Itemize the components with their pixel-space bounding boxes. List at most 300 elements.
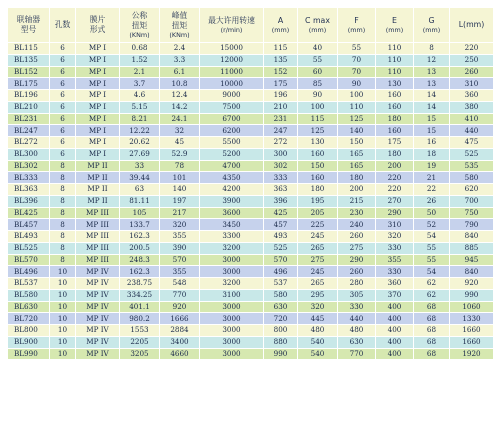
cell-f: 70 (338, 54, 376, 66)
cell-g: 68 (414, 336, 450, 348)
cell-model: BL152 (8, 66, 50, 78)
header-e (376, 8, 414, 43)
header-a-label: A (277, 15, 284, 25)
spec-table-container (7, 7, 493, 360)
cell-peak-torque: 10.8 (160, 78, 200, 90)
cell-f: 55 (338, 43, 376, 55)
cell-model: BL570 (8, 254, 50, 266)
cell-nominal-torque: 980.2 (120, 313, 160, 325)
table-row (8, 254, 494, 266)
cell-l: 360 (450, 90, 494, 102)
cell-cmax: 150 (298, 160, 338, 172)
header-g-unit: (mm) (422, 25, 441, 34)
cell-diaphragm: MP IV (76, 336, 120, 348)
cell-nominal-torque: 162.3 (120, 266, 160, 278)
table-row (8, 184, 494, 196)
cell-holes: 6 (50, 113, 76, 125)
cell-model: BL231 (8, 113, 50, 125)
cell-model: BL396 (8, 195, 50, 207)
cell-nominal-torque: 334.25 (120, 289, 160, 301)
table-row (8, 348, 494, 360)
cell-e: 180 (376, 148, 414, 160)
cell-nominal-torque: 200.5 (120, 242, 160, 254)
cell-e: 400 (376, 336, 414, 348)
cell-a: 496 (264, 266, 298, 278)
cell-peak-torque: 2.4 (160, 43, 200, 55)
cell-e: 320 (376, 231, 414, 243)
cell-l: 475 (450, 137, 494, 149)
table-row (8, 101, 494, 113)
cell-a: 152 (264, 66, 298, 78)
cell-max-speed: 7500 (200, 101, 264, 113)
cell-holes: 8 (50, 254, 76, 266)
cell-max-speed: 3900 (200, 195, 264, 207)
cell-a: 272 (264, 137, 298, 149)
cell-g: 15 (414, 125, 450, 137)
cell-peak-torque: 45 (160, 137, 200, 149)
cell-holes: 10 (50, 301, 76, 313)
cell-g: 26 (414, 195, 450, 207)
cell-max-speed: 3000 (200, 325, 264, 337)
cell-cmax: 160 (298, 172, 338, 184)
cell-diaphragm: MP I (76, 137, 120, 149)
table-row (8, 148, 494, 160)
cell-e: 110 (376, 54, 414, 66)
table-row (8, 90, 494, 102)
cell-diaphragm: MP III (76, 254, 120, 266)
cell-cmax: 160 (298, 148, 338, 160)
cell-nominal-torque: 0.68 (120, 43, 160, 55)
header-max-speed-label: 最大许用转速 (208, 15, 255, 25)
table-body (8, 43, 494, 360)
cell-l: 945 (450, 254, 494, 266)
cell-f: 230 (338, 207, 376, 219)
cell-l: 260 (450, 66, 494, 78)
cell-g: 8 (414, 43, 450, 55)
cell-holes: 8 (50, 172, 76, 184)
cell-max-speed: 6200 (200, 125, 264, 137)
cell-nominal-torque: 39.44 (120, 172, 160, 184)
cell-holes: 6 (50, 66, 76, 78)
cell-l: 885 (450, 242, 494, 254)
cell-max-speed: 6700 (200, 113, 264, 125)
header-nominal-torque-line2: 扭矩 (131, 20, 148, 30)
cell-l: 920 (450, 278, 494, 290)
cell-holes: 8 (50, 219, 76, 231)
cell-peak-torque: 4660 (160, 348, 200, 360)
cell-peak-torque: 2884 (160, 325, 200, 337)
header-row (8, 8, 494, 43)
header-l: L(mm) (450, 8, 494, 43)
table-row (8, 195, 494, 207)
cell-peak-torque: 14.2 (160, 101, 200, 113)
cell-a: 247 (264, 125, 298, 137)
cell-g: 18 (414, 148, 450, 160)
cell-a: 333 (264, 172, 298, 184)
cell-nominal-torque: 5.15 (120, 101, 160, 113)
header-model-line2: 型号 (20, 25, 37, 34)
cell-f: 280 (338, 278, 376, 290)
cell-model: BL630 (8, 301, 50, 313)
cell-cmax: 245 (298, 266, 338, 278)
cell-holes: 10 (50, 289, 76, 301)
cell-g: 54 (414, 266, 450, 278)
cell-e: 355 (376, 254, 414, 266)
cell-max-speed: 3000 (200, 254, 264, 266)
cell-g: 55 (414, 242, 450, 254)
cell-model: BL333 (8, 172, 50, 184)
cell-g: 12 (414, 54, 450, 66)
cell-holes: 8 (50, 160, 76, 172)
header-f-unit: (mm) (347, 25, 366, 34)
cell-peak-torque: 12.4 (160, 90, 200, 102)
cell-l: 620 (450, 184, 494, 196)
cell-e: 400 (376, 325, 414, 337)
cell-model: BL800 (8, 325, 50, 337)
cell-max-speed: 5500 (200, 137, 264, 149)
cell-a: 580 (264, 289, 298, 301)
cell-f: 100 (338, 90, 376, 102)
cell-nominal-torque: 133.7 (120, 219, 160, 231)
cell-max-speed: 4700 (200, 160, 264, 172)
cell-diaphragm: MP I (76, 66, 120, 78)
cell-peak-torque: 548 (160, 278, 200, 290)
cell-diaphragm: MP I (76, 113, 120, 125)
cell-max-speed: 12000 (200, 54, 264, 66)
cell-e: 220 (376, 184, 414, 196)
cell-cmax: 130 (298, 137, 338, 149)
header-f-label: F (354, 15, 359, 25)
cell-e: 400 (376, 348, 414, 360)
cell-cmax: 540 (298, 336, 338, 348)
cell-peak-torque: 390 (160, 242, 200, 254)
cell-f: 770 (338, 348, 376, 360)
cell-e: 175 (376, 137, 414, 149)
cell-a: 457 (264, 219, 298, 231)
cell-peak-torque: 6.1 (160, 66, 200, 78)
cell-model: BL363 (8, 184, 50, 196)
cell-a: 880 (264, 336, 298, 348)
cell-model: BL272 (8, 137, 50, 149)
cell-f: 330 (338, 301, 376, 313)
header-model (8, 8, 50, 43)
cell-g: 68 (414, 325, 450, 337)
cell-cmax: 180 (298, 184, 338, 196)
header-diaphragm-line2: 形式 (89, 25, 106, 34)
cell-model: BL135 (8, 54, 50, 66)
cell-max-speed: 3300 (200, 231, 264, 243)
cell-e: 360 (376, 278, 414, 290)
cell-cmax: 40 (298, 43, 338, 55)
table-row (8, 278, 494, 290)
cell-holes: 10 (50, 266, 76, 278)
header-f (338, 8, 376, 43)
cell-l: 1920 (450, 348, 494, 360)
cell-holes: 10 (50, 348, 76, 360)
header-cmax (298, 8, 338, 43)
cell-diaphragm: MP II (76, 172, 120, 184)
cell-diaphragm: MP I (76, 43, 120, 55)
cell-f: 305 (338, 289, 376, 301)
cell-holes: 6 (50, 125, 76, 137)
cell-l: 220 (450, 43, 494, 55)
cell-nominal-torque: 1.52 (120, 54, 160, 66)
cell-max-speed: 3200 (200, 242, 264, 254)
cell-cmax: 85 (298, 78, 338, 90)
cell-max-speed: 3000 (200, 348, 264, 360)
cell-peak-torque: 570 (160, 254, 200, 266)
cell-holes: 10 (50, 336, 76, 348)
cell-model: BL300 (8, 148, 50, 160)
cell-holes: 8 (50, 195, 76, 207)
cell-cmax: 55 (298, 54, 338, 66)
cell-nominal-torque: 248.3 (120, 254, 160, 266)
cell-e: 370 (376, 289, 414, 301)
cell-l: 525 (450, 148, 494, 160)
cell-f: 290 (338, 254, 376, 266)
cell-f: 215 (338, 195, 376, 207)
cell-peak-torque: 140 (160, 184, 200, 196)
cell-holes: 6 (50, 54, 76, 66)
cell-g: 62 (414, 278, 450, 290)
cell-cmax: 100 (298, 101, 338, 113)
cell-f: 165 (338, 148, 376, 160)
cell-peak-torque: 3.3 (160, 54, 200, 66)
cell-diaphragm: MP IV (76, 266, 120, 278)
cell-f: 275 (338, 242, 376, 254)
cell-holes: 10 (50, 313, 76, 325)
cell-nominal-torque: 63 (120, 184, 160, 196)
cell-e: 270 (376, 195, 414, 207)
cell-f: 440 (338, 313, 376, 325)
cell-cmax: 275 (298, 254, 338, 266)
cell-holes: 10 (50, 325, 76, 337)
cell-e: 290 (376, 207, 414, 219)
cell-peak-torque: 217 (160, 207, 200, 219)
header-diaphragm (76, 8, 120, 43)
cell-max-speed: 4350 (200, 172, 264, 184)
cell-g: 68 (414, 348, 450, 360)
cell-g: 13 (414, 66, 450, 78)
cell-a: 493 (264, 231, 298, 243)
cell-cmax: 205 (298, 207, 338, 219)
header-max-speed (200, 8, 264, 43)
cell-model: BL900 (8, 336, 50, 348)
cell-g: 19 (414, 160, 450, 172)
header-cmax-unit: (mm) (308, 25, 327, 34)
cell-max-speed: 10000 (200, 78, 264, 90)
cell-diaphragm: MP IV (76, 289, 120, 301)
cell-l: 250 (450, 54, 494, 66)
cell-peak-torque: 52.9 (160, 148, 200, 160)
cell-diaphragm: MP III (76, 242, 120, 254)
cell-a: 525 (264, 242, 298, 254)
cell-diaphragm: MP II (76, 184, 120, 196)
table-row (8, 54, 494, 66)
cell-a: 363 (264, 184, 298, 196)
cell-g: 16 (414, 137, 450, 149)
header-model-line1: 联轴器 (16, 15, 41, 24)
cell-a: 210 (264, 101, 298, 113)
header-g-label: G (428, 15, 435, 25)
cell-max-speed: 3200 (200, 278, 264, 290)
cell-peak-torque: 24.1 (160, 113, 200, 125)
cell-nominal-torque: 105 (120, 207, 160, 219)
cell-l: 1660 (450, 325, 494, 337)
cell-cmax: 265 (298, 242, 338, 254)
cell-l: 1330 (450, 313, 494, 325)
cell-a: 302 (264, 160, 298, 172)
cell-holes: 6 (50, 148, 76, 160)
cell-e: 160 (376, 90, 414, 102)
cell-nominal-torque: 81.11 (120, 195, 160, 207)
cell-l: 990 (450, 289, 494, 301)
cell-max-speed: 15000 (200, 43, 264, 55)
cell-peak-torque: 32 (160, 125, 200, 137)
cell-g: 50 (414, 207, 450, 219)
cell-cmax: 90 (298, 90, 338, 102)
cell-l: 440 (450, 125, 494, 137)
cell-f: 240 (338, 219, 376, 231)
cell-cmax: 245 (298, 231, 338, 243)
header-nominal-torque (120, 8, 160, 43)
cell-diaphragm: MP I (76, 78, 120, 90)
cell-diaphragm: MP III (76, 207, 120, 219)
cell-g: 21 (414, 172, 450, 184)
cell-f: 70 (338, 66, 376, 78)
cell-nominal-torque: 2.1 (120, 66, 160, 78)
cell-peak-torque: 78 (160, 160, 200, 172)
cell-e: 180 (376, 113, 414, 125)
cell-peak-torque: 355 (160, 266, 200, 278)
header-g (414, 8, 450, 43)
cell-peak-torque: 920 (160, 301, 200, 313)
cell-max-speed: 3000 (200, 313, 264, 325)
cell-model: BL247 (8, 125, 50, 137)
cell-f: 200 (338, 184, 376, 196)
cell-f: 630 (338, 336, 376, 348)
cell-nominal-torque: 3205 (120, 348, 160, 360)
cell-diaphragm: MP IV (76, 325, 120, 337)
cell-l: 840 (450, 231, 494, 243)
cell-a: 231 (264, 113, 298, 125)
cell-cmax: 115 (298, 113, 338, 125)
cell-a: 115 (264, 43, 298, 55)
cell-nominal-torque: 238.75 (120, 278, 160, 290)
cell-diaphragm: MP IV (76, 348, 120, 360)
cell-model: BL990 (8, 348, 50, 360)
coupling-spec-table (7, 7, 494, 360)
cell-peak-torque: 101 (160, 172, 200, 184)
cell-g: 14 (414, 101, 450, 113)
cell-holes: 8 (50, 242, 76, 254)
cell-cmax: 265 (298, 278, 338, 290)
cell-model: BL720 (8, 313, 50, 325)
cell-l: 750 (450, 207, 494, 219)
header-peak-torque-line1: 峰值 (171, 10, 188, 20)
cell-nominal-torque: 12.22 (120, 125, 160, 137)
cell-peak-torque: 770 (160, 289, 200, 301)
cell-l: 700 (450, 195, 494, 207)
cell-diaphragm: MP II (76, 195, 120, 207)
cell-g: 68 (414, 313, 450, 325)
table-row (8, 313, 494, 325)
cell-g: 55 (414, 254, 450, 266)
cell-diaphragm: MP I (76, 90, 120, 102)
cell-cmax: 195 (298, 195, 338, 207)
cell-e: 330 (376, 242, 414, 254)
header-e-unit: (mm) (385, 25, 404, 34)
cell-f: 110 (338, 101, 376, 113)
cell-model: BL496 (8, 266, 50, 278)
cell-diaphragm: MP IV (76, 278, 120, 290)
cell-f: 140 (338, 125, 376, 137)
table-row (8, 289, 494, 301)
cell-e: 110 (376, 66, 414, 78)
cell-cmax: 480 (298, 325, 338, 337)
cell-e: 110 (376, 43, 414, 55)
cell-f: 180 (338, 172, 376, 184)
cell-l: 535 (450, 160, 494, 172)
table-row (8, 43, 494, 55)
cell-l: 1660 (450, 336, 494, 348)
cell-nominal-torque: 20.62 (120, 137, 160, 149)
header-cmax-label: C max (305, 15, 330, 25)
cell-model: BL210 (8, 101, 50, 113)
cell-a: 570 (264, 254, 298, 266)
cell-peak-torque: 355 (160, 231, 200, 243)
cell-model: BL525 (8, 242, 50, 254)
header-a-unit: (mm) (271, 25, 290, 34)
header-max-speed-unit: (r/min) (220, 25, 243, 34)
cell-g: 13 (414, 78, 450, 90)
cell-g: 52 (414, 219, 450, 231)
cell-model: BL196 (8, 90, 50, 102)
header-nominal-torque-unit: (KNm) (129, 30, 150, 39)
cell-g: 68 (414, 301, 450, 313)
cell-f: 260 (338, 266, 376, 278)
cell-f: 165 (338, 160, 376, 172)
table-row (8, 266, 494, 278)
cell-holes: 8 (50, 231, 76, 243)
cell-diaphragm: MP IV (76, 313, 120, 325)
cell-max-speed: 5200 (200, 148, 264, 160)
cell-max-speed: 11000 (200, 66, 264, 78)
header-nominal-torque-line1: 公称 (131, 10, 148, 20)
cell-holes: 6 (50, 43, 76, 55)
table-row (8, 172, 494, 184)
cell-cmax: 60 (298, 66, 338, 78)
cell-diaphragm: MP II (76, 160, 120, 172)
cell-a: 425 (264, 207, 298, 219)
cell-g: 22 (414, 184, 450, 196)
table-row (8, 336, 494, 348)
table-row (8, 160, 494, 172)
cell-diaphragm: MP I (76, 148, 120, 160)
cell-nominal-torque: 401.1 (120, 301, 160, 313)
cell-nominal-torque: 1553 (120, 325, 160, 337)
header-holes: 孔数 (50, 8, 76, 43)
cell-model: BL457 (8, 219, 50, 231)
table-row (8, 219, 494, 231)
cell-max-speed: 3000 (200, 336, 264, 348)
cell-diaphragm: MP III (76, 231, 120, 243)
cell-peak-torque: 320 (160, 219, 200, 231)
cell-holes: 6 (50, 137, 76, 149)
cell-e: 200 (376, 160, 414, 172)
cell-cmax: 225 (298, 219, 338, 231)
cell-a: 300 (264, 148, 298, 160)
